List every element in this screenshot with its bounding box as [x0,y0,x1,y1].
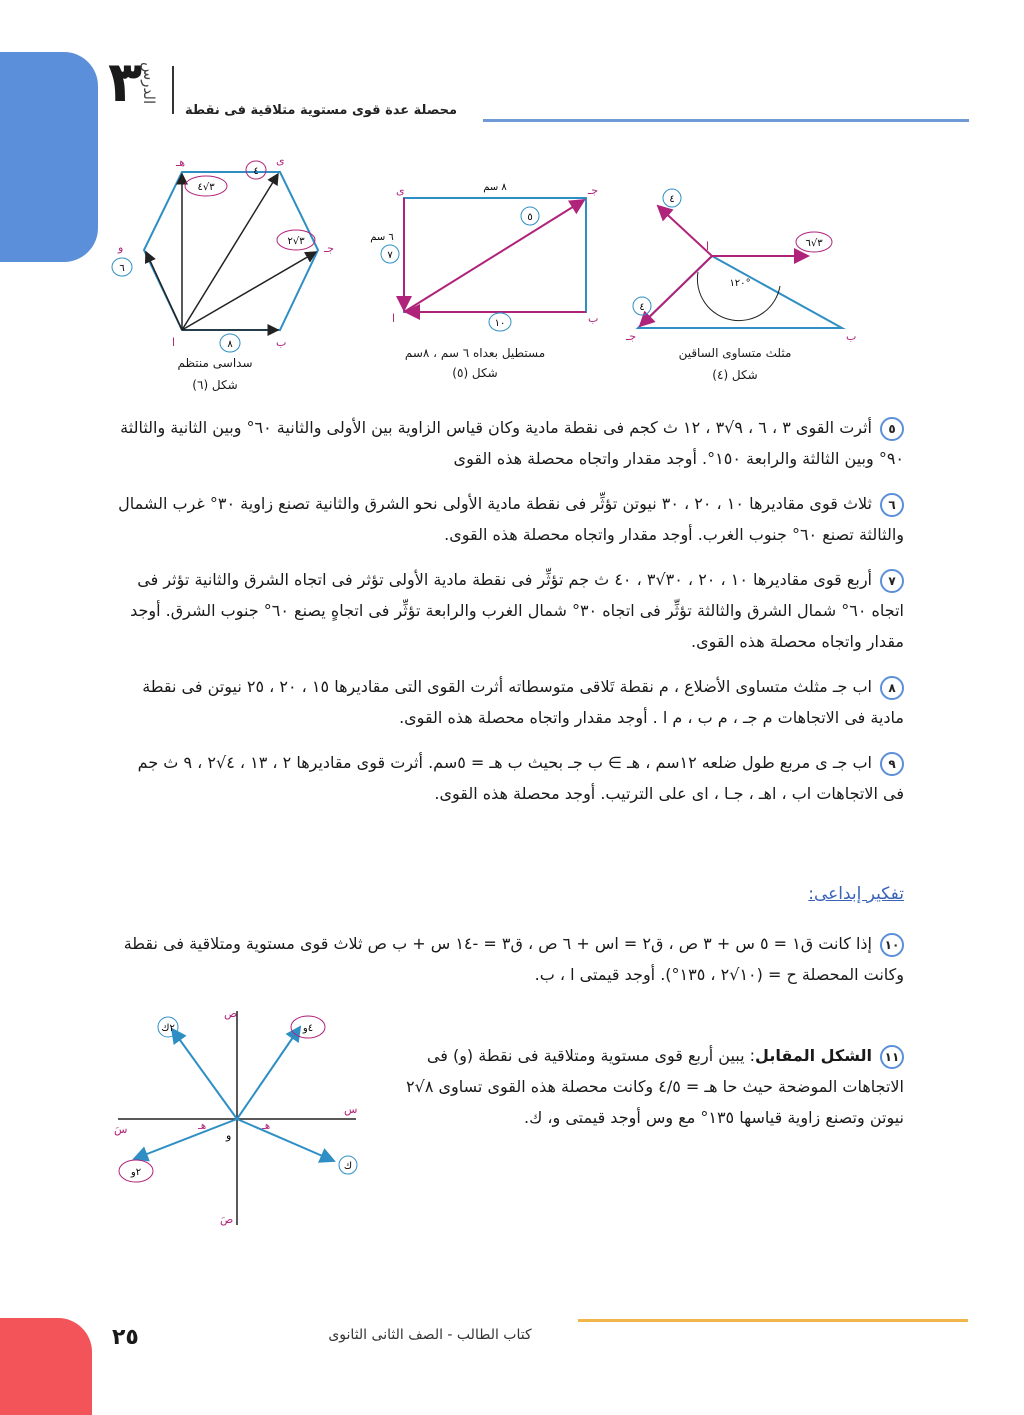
fig6-circle-4: ٦ [119,263,125,274]
fig5-desc: مستطيل بعداه ٦ سم ، ٨سم [404,346,546,360]
axis-neg-x-label: سَ [114,1123,128,1136]
rectangle-figure [370,182,598,331]
lesson-title: محصلة عدة قوى مستوية متلاقية فى نقطة [185,103,458,118]
fig4-circle-2: ٣√٦ [805,238,823,249]
fig5-circle-1: ٥ [527,212,533,223]
fig5-label: شكل (٥) [452,366,498,380]
fig4-label: شكل (٤) [712,368,758,382]
problem-number: ١١ [880,1045,904,1069]
page-number: ٢٥ [112,1325,139,1350]
fig5-circle-2: ٧ [387,250,393,261]
fig4-pt: جـ [626,330,637,343]
problem-number: ٥ [880,417,904,441]
problem-text: اب جـ مثلث متساوى الأضلاع ، م نقطة تَلاقى متوسطاته أثرت القوى التى مقاديرها ١٥ ، ٢٠ ، ٢٥ نيوتن فى نقطة مادية فى الاتجاهات م جـ ، م ب ، م ا . أوجد مقدار واتجاه محصلة هذه القوى. [142,677,904,727]
problem-text: أثرت القوى ٣ ، ٦ ، ٩√٣ ، ١٢ ث كجم فى نقطة مادية وكان قياس الزاوية بين الأولى والثانية ٦٠° وبين الثانية والثالثة ٩٠° وبين الثالثة والرابعة ١٥٠°. أوجد مقدار واتجاه محصلة هذه القوى [120,418,904,468]
problem-number: ٨ [880,676,904,700]
fig6-circle-1: ٣√٤ [197,182,215,193]
fig6-desc: سداسى منتظم [177,356,253,370]
lesson-divider [172,66,174,114]
side-tab [0,52,98,262]
problem-11 [380,1040,904,1133]
problem-5 [112,412,904,474]
fig5-pt: ب [588,312,599,325]
hexagon-figure [112,154,334,352]
side-tab-bottom [0,1318,92,1415]
angle-label: هـ [198,1121,207,1132]
problem-8 [112,671,904,733]
fig5-dim-side: ٦ سم [370,232,394,243]
problem-number: ٦ [880,493,904,517]
fig6-circle-3: ٣√٢ [287,236,305,247]
problem-text: ثلاث قوى مقاديرها ١٠ ، ٢٠ ، ٣٠ نيوتن تؤثِّر فى نقطة مادية الأولى نحو الشرق والثانية تصنع زاوية ٣٠° غرب الشمال والثالثة تصنع ٦٠° جنوب الغرب. أوجد مقدار واتجاه محصلة هذه القوى. [118,494,904,544]
problem-text: إذا كانت ق١ = ٥ س + ٣ ص ، ق٢ = اس + ٦ ص ، ق٣ = -١٤ س + ب ص ثلاث قوى مستوية ومتلاقية فى نقطة وكانت المحصلة ح = (١٠√٢ ، ١٣٥°). أوجد قيمتى ا ، ب. [123,934,904,984]
problems-list [112,412,904,823]
force-label: ك [343,1161,353,1172]
fig6-pt: هـ [176,156,186,169]
force-label: ٢ك [161,1023,175,1034]
fig6-label: شكل (٦) [192,378,238,392]
fig5-circle-3: ١٠ [494,318,506,329]
fig6-pt: و [118,241,124,254]
force-label: ٢و [130,1167,142,1178]
fig6-circle-5: ٨ [227,339,233,350]
angle-label: هـ [262,1121,271,1132]
problem-6 [112,488,904,550]
fig4-desc: مثلث متساوى الساقين [678,346,792,360]
problem-10 [112,928,904,990]
fig5-pt: ا [392,312,396,325]
fig5-dim-top: ٨ سم [483,182,507,193]
fig6-circle-2: ٤ [253,166,259,177]
fig6-pt: ب [276,336,287,349]
fig4-circle-1: ٤ [669,194,675,205]
footer-rule [578,1319,968,1322]
fig6-pt: ا [172,336,176,349]
axis-y-label: ص [224,1007,238,1020]
problem-number: ٩ [880,752,904,776]
creative-heading: تفكير إبداعى: [808,884,904,904]
fig4-pt: ب [846,330,857,343]
fig4-pt: ا [706,240,710,253]
lesson-word: الدرس [140,62,158,105]
force-label: ٤و [302,1023,314,1034]
fig5-pt: ى [396,184,405,197]
problem-7 [112,564,904,657]
problem-text: : يبين أربع قوى مستوية ومتلاقية فى نقطة (و) فى الاتجاهات الموضحة حيث حا هـ = ٤/٥ وكانت محصلة هذه القوى تساوى ٨√٢ نيوتن وتصنع زاوية قياسها ١٣٥° مع وس أوجد قيمتى و، ك. [406,1046,904,1127]
triangle-figure [625,189,856,343]
origin-label: و [226,1129,232,1142]
lesson-number: ٣ [108,50,143,115]
axes-figure [112,1005,362,1230]
fig5-pt: جـ [588,184,599,197]
fig6-pt: جـ [324,242,335,255]
figures-row [100,150,880,360]
header-rule [483,119,969,122]
problem-bold: الشكل المقابل [755,1046,872,1065]
problem-text: اب جـ ى مربع طول ضلعه ١٢سم ، هـ ∋ ب جـ بحيث ب هـ = ٥سم. أثرت قوى مقاديرها ٢ ، ١٣ ، ٤√٢ ، ٩ ث جم فى الاتجاهات اب ، اهـ ، جـا ، اى على الترتيب. أوجد محصلة هذه القوى. [137,753,904,803]
footer-book: كتاب الطالب - الصف الثانى الثانوى [328,1327,532,1343]
fig4-angle: ١٢٠° [729,278,751,289]
fig4-circle-3: ٤ [639,302,645,313]
problem-number: ١٠ [880,933,904,957]
problem-text: أربع قوى مقاديرها ١٠ ، ٢٠ ، ٣٠√٣ ، ٤٠ ث جم تؤثِّر فى نقطة مادية الأولى تؤثر فى اتجاه الشرق والثانية تؤثر فى اتجاه ٦٠° شمال الشرق والثالثة تؤثِّر فى اتجاه ٣٠° شمال الغرب والرابعة تؤثِّر فى اتجاهٍ يصنع ٦٠° جنوب الشرق. أوجد مقدار واتجاه محصلة هذه القوى. [130,570,904,651]
axis-neg-y-label: صَ [220,1213,234,1226]
problem-number: ٧ [880,569,904,593]
axis-x-label: س [344,1103,358,1116]
fig6-pt: ى [276,154,285,167]
problem-9 [112,747,904,809]
